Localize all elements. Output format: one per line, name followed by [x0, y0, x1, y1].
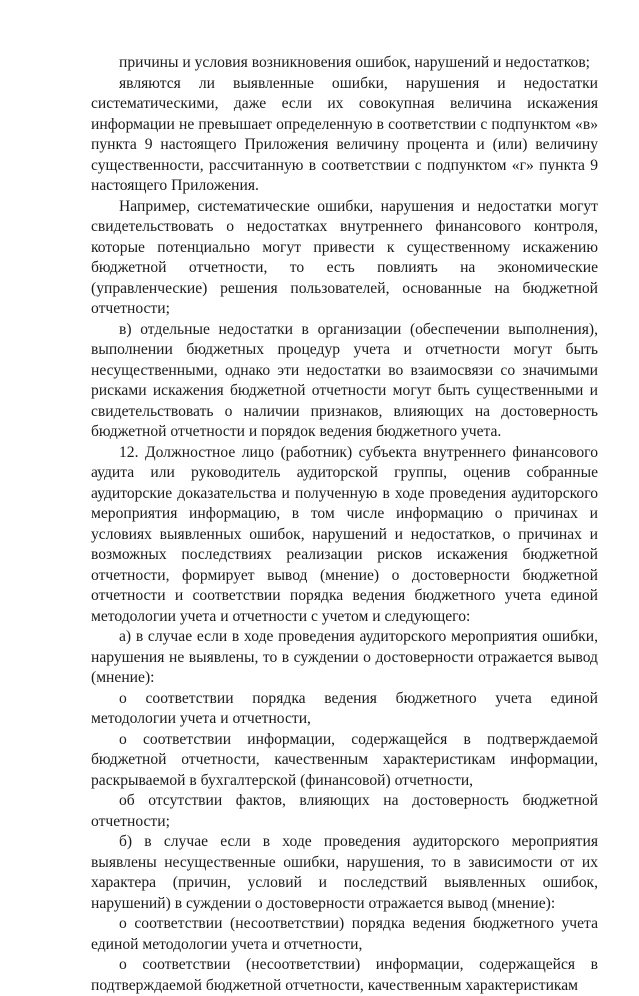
- paragraph-no-facts: об отсутствии фактов, влияющих на достоверность бюджетной отчетности;: [91, 792, 598, 830]
- paragraph-information-conformity: о соответствии информации, содержащейся в подтверждаемой бюджетной отчетности, качественным характеристикам информации, раскрываемой в бухгалтерской (финансовой) отчетности,: [91, 730, 598, 789]
- paragraph-causes: причины и условия возникновения ошибок, нарушений и недостатков;: [119, 54, 591, 71]
- paragraph-systematic: являются ли выявленные ошибки, нарушения и недостатки систематическими, даже если их совокупная величина искажения информации не превышает определенную в соответствии с подпунктом «в» пункта 9 настоящего Приложения величину процента и (или) величину существенности, рассчитанную в соответствии с подпунктом «г» пункта 9 настоящего Приложения.: [91, 74, 598, 194]
- paragraph-information-nonconformity: о соответствии (несоответствии) информации, содержащейся в подтверждаемой бюджетной отчетности, качественным характеристикам: [91, 956, 598, 994]
- paragraph-subpoint-b: б) в случае если в ходе проведения аудиторского мероприятия выявлены несущественные ошибки, нарушения, то в зависимости от их характера (причин, условий и последствий выявленных ошибок, нарушений) в суждении о достоверности отражается вывод (мнение):: [91, 833, 598, 912]
- document-page: [91, 53, 598, 996]
- paragraph-point-12: 12. Должностное лицо (работник) субъекта внутреннего финансового аудита или руководитель аудиторской группы, оценив собранные аудиторские доказательства и полученную в ходе проведения аудиторского мероприятия информацию, в том числе информацию о причинах и условиях выявленных ошибок, нарушений и недостатков, о причинах и возможных последствиях реализации рисков искажения бюджетной отчетности, формирует вывод (мнение) о достоверности бюджетной отчетности и соответствии порядка ведения бюджетного учета единой методологии учета и отчетности с учетом и следующего:: [91, 443, 598, 625]
- paragraph-accounting-nonconformity: о соответствии (несоответствии) порядка ведения бюджетного учета единой методологии учета и отчетности,: [91, 915, 598, 953]
- paragraph-accounting-conformity: о соответствии порядка ведения бюджетного учета единой методологии учета и отчетности,: [91, 689, 598, 727]
- paragraph-example: Например, систематические ошибки, нарушения и недостатки могут свидетельствовать о недостатках внутреннего финансового контроля, которые потенциально могут привести к существенному искажению бюджетной отчетности, то есть повлиять на экономические (управленческие) решения пользователей, основанные на бюджетной отчетности;: [91, 197, 598, 317]
- paragraph-subpoint-a: а) в случае если в ходе проведения аудиторского мероприятия ошибки, нарушения не выявлены, то в суждении о достоверности отражается вывод (мнение):: [91, 628, 598, 686]
- paragraph-subpoint-v: в) отдельные недостатки в организации (обеспечении выполнения), выполнении бюджетных процедур учета и отчетности могут быть несущественными, однако эти недостатки во взаимосвязи со значимыми рисками искажения бюджетной отчетности могут быть существенными и свидетельствовать о наличии признаков, влияющих на достоверность бюджетной отчетности и порядок ведения бюджетного учета.: [91, 320, 598, 440]
